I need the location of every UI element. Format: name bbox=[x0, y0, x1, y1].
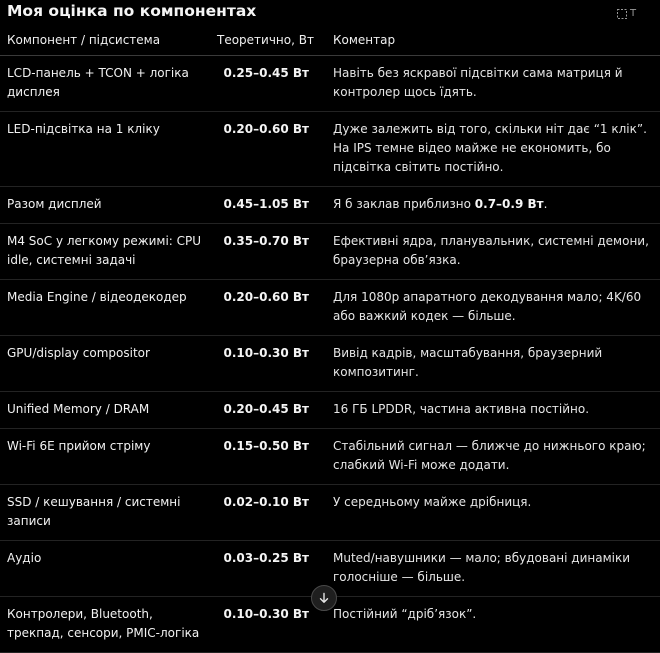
cell-watts: 0.35–0.70 Вт bbox=[210, 224, 323, 280]
table-row bbox=[0, 429, 660, 485]
table-row bbox=[0, 187, 660, 224]
cell-comment: Muted/навушники — мало; вбудовані динаміки голосніше — більше. bbox=[323, 541, 660, 597]
cell-component: Wi-Fi 6E прийом стріму bbox=[0, 429, 210, 485]
table-row bbox=[0, 56, 660, 112]
copy-table-button[interactable] bbox=[617, 8, 636, 19]
cell-watts: 0.20–0.45 Вт bbox=[210, 392, 323, 429]
cell-component: M4 SoC у легкому режимі: CPU idle, системні задачі bbox=[0, 224, 210, 280]
power-estimate-table bbox=[0, 29, 660, 653]
cell-watts: 0.02–0.10 Вт bbox=[210, 485, 323, 541]
cell-comment: 16 ГБ LPDDR, частина активна постійно. bbox=[323, 392, 660, 429]
cell-comment: У середньому майже дрібниця. bbox=[323, 485, 660, 541]
cell-component: Аудіо bbox=[0, 541, 210, 597]
cell-comment: Вивід кадрів, масштабування, браузерний композитинг. bbox=[323, 336, 660, 392]
cell-comment: Навіть без яскравої підсвітки сама матриця й контролер щось їдять. bbox=[323, 56, 660, 112]
comment-text-end: . bbox=[543, 197, 548, 211]
cell-component: SSD / кешування / системні записи bbox=[0, 485, 210, 541]
table-row bbox=[0, 224, 660, 280]
column-header-component: Компонент / підсистема bbox=[0, 29, 210, 56]
table-row bbox=[0, 336, 660, 392]
scroll-to-bottom-button[interactable] bbox=[311, 585, 337, 611]
cell-comment: Дуже залежить від того, скільки ніт дає “1 клік”. На IPS темне відео майже не економить, бо підсвітка світить постійно. bbox=[323, 112, 660, 187]
cell-watts: 0.10–0.30 Вт bbox=[210, 336, 323, 392]
comment-highlight: 0.7–0.9 Вт bbox=[474, 197, 544, 211]
cell-comment: Для 1080p апаратного декодування мало; 4K/60 або важкий кодек — більше. bbox=[323, 280, 660, 336]
cell-component: GPU/display compositor bbox=[0, 336, 210, 392]
cell-watts: 0.03–0.25 Вт bbox=[210, 541, 323, 597]
cell-component: Unified Memory / DRAM bbox=[0, 392, 210, 429]
cell-component: Media Engine / відеодекодер bbox=[0, 280, 210, 336]
column-header-watts: Теоретично, Вт bbox=[210, 29, 323, 56]
cell-component: Разом дисплей bbox=[0, 187, 210, 224]
table-row bbox=[0, 112, 660, 187]
cell-component: LED-підсвітка на 1 кліку bbox=[0, 112, 210, 187]
table-header-row bbox=[0, 29, 660, 56]
table-row bbox=[0, 485, 660, 541]
cell-comment bbox=[323, 187, 660, 224]
arrow-down-icon bbox=[318, 589, 330, 608]
cell-watts: 0.15–0.50 Вт bbox=[210, 429, 323, 485]
copy-icon bbox=[617, 9, 627, 19]
cell-comment: Ефективні ядра, планувальник, системні демони, браузерна обв’язка. bbox=[323, 224, 660, 280]
cell-watts: 0.20–0.60 Вт bbox=[210, 112, 323, 187]
cell-component: LCD-панель + TCON + логіка дисплея bbox=[0, 56, 210, 112]
cell-watts: 0.25–0.45 Вт bbox=[210, 56, 323, 112]
table-row bbox=[0, 280, 660, 336]
cell-watts: 0.20–0.60 Вт bbox=[210, 280, 323, 336]
cell-watts: 0.45–1.05 Вт bbox=[210, 187, 323, 224]
table-row bbox=[0, 392, 660, 429]
comment-text: Я б заклав приблизно bbox=[333, 197, 475, 211]
column-header-comment: Коментар bbox=[323, 29, 660, 56]
cell-watts: 0.10–0.30 Вт bbox=[210, 597, 323, 653]
cell-comment: Стабільний сигнал — ближче до нижнього краю; слабкий Wi-Fi може додати. bbox=[323, 429, 660, 485]
cell-component: Контролери, Bluetooth, трекпад, сенсори, PMIC-логіка bbox=[0, 597, 210, 653]
section-heading: Моя оцінка по компонентах bbox=[7, 2, 257, 20]
copy-button-label: T bbox=[630, 8, 637, 19]
cell-comment: Постійний “дріб’язок”. bbox=[323, 597, 660, 653]
